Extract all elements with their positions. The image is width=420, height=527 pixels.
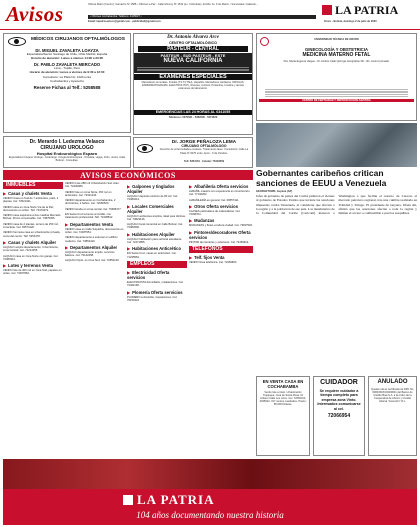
ad-title: MÉDICOS CIRUJANOS OFTALMÓLOGOS — [31, 37, 125, 42]
section-header: EMPLEOS — [127, 261, 187, 268]
doctor-hours: Horario de atención: Lunes a viernes 14:00 a 20:00 — [30, 55, 104, 60]
subsection-label: Casas y chalets Alquiler — [8, 239, 57, 245]
consult-street: Cochabamba y Ayacucho — [50, 78, 84, 83]
classified-item: EN Santa Cruz, casas en anticrético. Cel. 71235581. — [127, 252, 177, 259]
ad-cuidador — [313, 376, 365, 456]
classified-item: VENDO línea telefónica. Cel. 72469823. — [189, 261, 238, 265]
item-list — [127, 195, 187, 202]
classified-item: ALBAÑILERÍA en general. Cel. 69557411. — [189, 198, 240, 202]
subsection-header: ▶ Mudanzas — [189, 218, 215, 224]
classified-item: VENDO Casa en Sud de 7 ambientes, patio, 2 plantas. Cel. 72521341. — [3, 197, 59, 204]
item-list — [127, 238, 187, 245]
ad-title: CUIDADOR — [320, 379, 358, 386]
item-list — [127, 215, 187, 230]
subsection-header: ▶ Plomería Oferta servicios — [127, 289, 183, 295]
item-list — [189, 224, 253, 227]
phones: Teléfonos: 5270601 - 5282200 - 5274620 — [168, 115, 218, 119]
branch-text — [134, 65, 252, 72]
subsection-label: Pintores/decoradores Oferta servicios — [189, 229, 251, 240]
ad-pasteur — [133, 33, 253, 135]
classified-item: VENDO lote de 300 m2 en zona Sud, papeles en orden. Cel. 73457862. — [3, 269, 62, 276]
phone: Reserve Fichas al Telf.: 5258588 — [33, 84, 101, 90]
classified-item: VENDO departamento a estrenar en edificio moderno. Cel. 73864410. — [65, 236, 118, 243]
classified-item: ALQUILO habitación para señorita estudiante. Cel. 72471855. — [127, 237, 182, 245]
subsection-label: Departamentos Alquiler — [70, 244, 118, 250]
classified-item: ALBAÑIL maestro con experiencia en construcción. Cel. 77140252. — [189, 190, 251, 197]
item-list — [127, 252, 187, 259]
ad-anulado — [368, 376, 417, 456]
subsection-header: ▶ Habitaciones Alquiler — [127, 231, 175, 237]
footer-photo — [3, 459, 417, 489]
emergency-line: EMERGENCIAS LAS 24 HORAS AL 6341055 — [134, 110, 252, 115]
eye-icon — [137, 144, 153, 153]
contact-line — [88, 15, 316, 19]
subsection-label: Plomería Oferta servicios — [132, 289, 183, 295]
classified-item: ALQUILO ambientes amplios, ideal para oficinas. Cel. 73823146. — [127, 214, 186, 221]
item-list — [189, 210, 253, 217]
classified-item: ALQUILO local comercial en Calle Bolívar. Cel. 72484500. — [127, 223, 184, 230]
classified-item: VENDO casa esquinera a dos cuadras Mercado Bolívar. Precio conversable. Cel. 73875455. — [3, 214, 61, 221]
classified-item: VENDO hermosa casa en urbanización privada, cerca del centro. Telf. 5254478. — [3, 231, 61, 238]
newspaper-logo — [322, 3, 417, 17]
section-header: TELÉFONOS — [189, 246, 253, 253]
clinic-name: CENTRO OFTALMOLÓGICO — [169, 41, 217, 45]
branch-banner: PASTEUR - SUD PASTEUR - ESTE — [134, 53, 252, 58]
classified-column-2 — [65, 182, 125, 452]
item-list — [3, 269, 63, 276]
subsection-label: Albañilería Oferta servicios — [194, 184, 249, 189]
classified-column-3 — [127, 182, 187, 452]
classified-item: VENDO tienda en zona central. Cel. 79386477. — [65, 207, 122, 211]
subsection-header: ▶ Telf. fijos Venta — [189, 255, 225, 261]
item-list — [127, 296, 187, 303]
classified-item: ALQUILO casa en zona Norte con garaje. Cel. 72483312. — [3, 254, 59, 261]
newspaper-name: LA PATRIA — [335, 2, 399, 17]
ad-en-venta — [256, 376, 310, 456]
item-list — [189, 261, 253, 264]
subsection-header: ▶ Departamentos Venta — [65, 221, 113, 227]
footer-banner — [3, 459, 417, 525]
specialty: CIRUJANO UROLOGO — [40, 145, 94, 151]
exams-text: Marcadores tumorales, tiroides (T3,T4,TSH), Hepatitis, Marcadores cardiacos, DROGAS, ESPERMATOGRAMA, ELECTROLITOS, Glucosa, Cortisol, Prolactina, Insulina y demás exámenes de laboratorio. — [141, 81, 245, 91]
ad-title: EN VENTA CASA EN COCHABAMBA — [262, 379, 304, 389]
subsection-header: ▶ Otros Oferta servicios — [189, 203, 239, 209]
eye-icon — [8, 37, 26, 46]
subsection-label: Telf. fijos Venta — [194, 255, 225, 261]
ad-text: Se requiere cuidador a tiempo completo para empresa zona Vinto. Interesados comunicarse al cel. — [317, 389, 361, 411]
economicos-banner — [3, 170, 253, 180]
classified-item: VENDO casa en zona Norte Vía de la Paz, documentos en orden. Telf. 73470472. — [3, 205, 55, 212]
item-list — [3, 246, 63, 261]
item-list — [189, 190, 253, 202]
classified-column-4 — [189, 182, 253, 452]
subsection-label: Lotes y terrenos Venta — [8, 263, 53, 269]
classified-item: VENDO Lote 288 m2 Urbanización San Juan. Cel. 72430080. — [65, 182, 120, 189]
classified-item: MUDANZAS y fletes a toda la ciudad. Cel. 73817502. — [189, 224, 253, 228]
subsection-header: ▶ Habitaciones Anticrético — [127, 246, 182, 252]
article-body: Jefes de gobierno de países del Caribe pidieron el viernes al gobierno de Estados Unidos que levante las sanciones impuestas contra Venezuela, al considerar que afectan a la región y a la población de ese país. Los mandatarios de la Comunidad del Caribe (Caricom) instaron a Washington a que facilite el retorno de Caracas al mercado petrolero regional, tras una cumbre realizada en Trinidad y Tobago. El presidente de Guyana, Irfaan Ali, afirmó que las sanciones afectan a toda la región y limitan el acceso a combustible a precios asequibles. — [256, 194, 417, 215]
economicos-title: AVISOS ECONÓMICOS — [80, 170, 176, 180]
doctor-credentials: Especialista/Sector Santiago de Chile, Chile Madrid, España — [26, 52, 108, 56]
subsection-label: Habitaciones Anticrético — [132, 246, 182, 252]
contact-text: • Oficinas Cochabamba: Teléfono: 4415027 • — [90, 15, 142, 18]
item-list — [189, 241, 253, 244]
branch-name: NUEVA CALIFORNIA — [134, 58, 252, 65]
clinic-sub: MEDICINA MATERNO FETAL — [302, 52, 371, 59]
doctor-name: Dr. Merardo I. Ledezma Velasco — [29, 139, 105, 145]
subsection-header: ▶ Casas y chalets Venta — [3, 191, 52, 196]
doctor-credentials: Lima - Trujillo, Perú — [54, 66, 80, 71]
footer-newspaper-name: LA PATRIA — [137, 492, 215, 507]
classified-item: VENDO departamento en Cochabamba, 2 dormitorios, 2 baños. Cel. 72066520. — [65, 199, 116, 206]
subsection-label: Casas y chalets Venta — [8, 191, 52, 196]
footer-slogan: 104 años documentando nuestra historia — [136, 510, 284, 520]
subsection-header: ▶ Electricidad Oferta servicios — [127, 269, 170, 280]
header-bar — [0, 0, 420, 30]
ad-ginecologia — [256, 33, 417, 121]
logo-flag-icon — [322, 5, 332, 15]
office-info: Oficina Diario (Centro): Camacho Nº 1585 • Oficina La Paz - Calle Monroy Nº 1510 (ex. Colombia) • El Alto: Av. 6 de Marzo • Sucursales: Calacoto... — [88, 3, 259, 6]
classified-item: VENDO casa de 2 plantas, terreno de 250 m2, zona Este. Cel. 69574120. — [3, 222, 59, 230]
ad-oftalmologo — [133, 137, 253, 168]
header-line: UNIVERSIDAD TÉCNICA DE ORURO — [314, 38, 359, 41]
classified-item: ALQUILO depósito céntrico de 80 m2. Cel. 72483214. — [127, 195, 178, 202]
subsection-label: Mudanzas — [194, 218, 215, 224]
clinic-type: GINECOLOGÍA Y OBSTETRICIA — [305, 47, 368, 53]
doctor-name: Dr. JORGE PEÑALOZA LEMA — [171, 139, 237, 144]
subsection-header: ▶ Pintores/decoradores Oferta servicios — [189, 229, 251, 240]
item-list — [65, 251, 125, 263]
news-article — [256, 123, 417, 373]
item-list — [65, 228, 125, 243]
classified-item: EN Santa Cruz terrenos al crédito, con tratamiento preferencial. Telf. 72438812. — [65, 213, 114, 220]
article-headline: Gobernantes caribeños critican sanciones de EEUU a Venezuela — [256, 168, 387, 188]
ad-urologo — [3, 136, 131, 168]
phone: 72066954 — [327, 413, 351, 420]
item-list — [127, 281, 187, 288]
classified-item: CLASES particulares de matemáticas. Cel. 72498711. — [189, 209, 241, 217]
classified-item: VENDO lote en zona Norte, 450 m2 en anticrético. Cel. 72321244. — [65, 190, 112, 197]
article-photo — [256, 123, 417, 167]
classified-item: VENDO casa en Calle Suipacha, documentos en orden. Cel. 72487951. — [65, 227, 124, 234]
classified-column-1 — [3, 182, 63, 452]
article-byline: GEORGETOWN, Guyana (AP) — [256, 190, 293, 193]
classified-item: PLOMERO a domicilio, reparaciones. Cel. 76150424. — [127, 295, 178, 302]
university-logo-icon — [260, 37, 269, 46]
ad-text: Atención de enfermedades oculares. Tratamiento láser. Consultorio: Calle La Plata Nº 6076 entre Junín - 6 de Octubre. — [159, 148, 249, 155]
subsection-header: ▶ Casas y chalets Alquiler — [3, 239, 57, 245]
ad-title: ANULADO — [377, 379, 408, 385]
subsection-label: Locales Comerciales Alquiler — [127, 203, 174, 214]
subsection-label: Galpones y tinglados Alquiler — [127, 184, 175, 194]
avisos-title: Avisos — [6, 2, 64, 26]
specialty: CIRUJANO OFTALMÓLOGO — [181, 144, 227, 149]
subsection-label: Departamentos Venta — [70, 221, 113, 227]
exams-title: EXAMENES ESPECIALES — [134, 74, 252, 81]
email-line: Email: lapatria.avisos@gmail.com - publicidad@gmail.com — [88, 20, 161, 23]
phone: Telf. 5284154 - Celular: 76403059 — [183, 160, 225, 164]
classified-item: ALQUILO amplio departamento, 3 dormitorios, zona Central. Cel. 71214455. — [3, 245, 59, 253]
classified-item: ELECTRICISTA domiciliario, instalaciones. Cel. 72461138. — [127, 280, 184, 288]
classified-item: ALQUILO Dpto. en zona Sud. Cel. 71852130. — [65, 259, 120, 263]
ad-text-lines — [259, 89, 414, 97]
ad-text: Especialista Cirujano Urólogo - Andrólogo. Cirugía Endoscópica - Próstata, vejiga, riñón, uretra. Calle Bolívar - Consultas. — [8, 156, 126, 163]
item-list — [3, 197, 63, 238]
subsection-header: ▶ Locales Comerciales Alquiler — [127, 203, 174, 214]
location-date: Oruro - Bolivia, domingo 2 de julio de 2023 — [324, 20, 377, 23]
subsection-label: Electricidad Oferta servicios — [127, 269, 170, 280]
hospital-name: Hospital Endourológico Espaen — [36, 151, 98, 156]
clinic-branch: PASTEUR - CENTRAL — [138, 46, 248, 52]
classified-item: ALQUILO departamento amplio, servicios básicos. Cel. 76142258. — [65, 250, 115, 258]
consult-address: Consultorio: La Plata No. 1020 entre — [42, 75, 92, 80]
doctor-name: Dr. MIGUEL ZAVALETA LOAYZA — [35, 48, 99, 53]
section-header: INMUEBLES — [3, 182, 63, 189]
item-list — [65, 182, 125, 220]
subsection-label: Otros Oferta servicios — [194, 203, 239, 209]
ad-text: Vendo lote a título. Urbanización Tiquipaya, zona de Santa Rosa. Di Urbano Calle Los Lirios. Cel. 72069314, 4035022. 317 metros cuadrados. Precio: 85.000 Dólares. — [259, 391, 307, 407]
doctor-hours: Horario de atención: Lunes a viernes de 9:30 a 12:00 — [29, 69, 105, 74]
subsection-header: ▶ Departamentos Alquiler — [65, 244, 118, 250]
subsection-header: ▶ Albañilería Oferta servicios — [189, 184, 249, 189]
ad-cirujanos-oftalmologos — [3, 33, 131, 133]
subsection-label: Habitaciones Alquiler — [132, 231, 175, 237]
logo-flag-icon — [123, 495, 133, 505]
ad-footer: CENTRO DE FERTILIDAD Y REPRODUCCIÓN ASISTIDA — [259, 99, 414, 102]
ad-text: Dra. María Eugenia Vargas - Dr. Andrés Calle Quiroga. Ecografías 3D - 4D, control prenatal. — [283, 60, 390, 64]
subsection-header: ▶ Galpones y tinglados Alquiler — [127, 184, 175, 194]
doctor-name: Dr. PABLO ZAVALETA MERCADO — [33, 62, 101, 68]
ad-title: Dr. Antonio Álvarez Arce — [167, 35, 219, 40]
ad-text: Queda nula el certificado de DPF No. 60001518/C0000001 del Banco de Crédito Bisa S.A. a la orden de la Cooperativa de Ahorro y Crédito Abierta "Asunción" R.L. — [371, 388, 414, 404]
footer-logo — [123, 492, 215, 508]
subsection-header: ▶ Lotes y terrenos Venta — [3, 263, 53, 269]
classified-item: PINTOR de interiores y exteriores. Cel. 72459913. — [189, 240, 250, 244]
